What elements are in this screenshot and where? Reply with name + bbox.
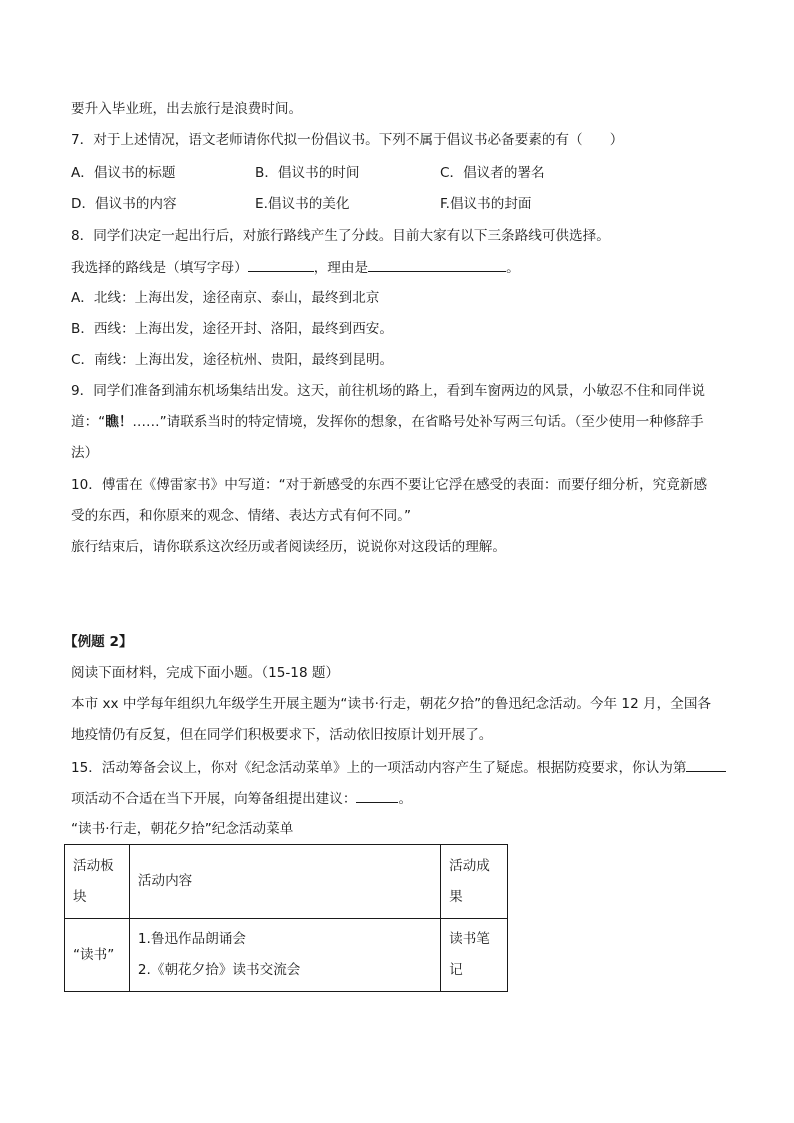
question-7: 7．对于上述情况，语文老师请你代拟一份倡议书。下列不属于倡议书必备要素的有（ ） [71,132,624,148]
result-line-1: 读书笔 [449,931,490,947]
question-9-quote-open: 道：“ [71,414,106,430]
table-row [65,919,508,992]
content-item-2: 2.《朝花夕拾》读书交流会 [137,962,301,978]
question-9-line-3: 法） [71,445,99,461]
question-10-line-2: 受的东西，和你原来的观念、情绪、表达方式有何不同。” [71,508,412,524]
result-line-2: 记 [449,962,463,978]
question-9-exclamation: 瞧！ [105,414,133,430]
question-8: 8．同学们决定一起出行后，对旅行路线产生了分歧。目前大家有以下三条路线可供选择。 [71,228,610,244]
question-8-prompt: 我选择的路线是（填写字母） [71,260,248,276]
route-option-a: A．北线：上海出发，途径南京、泰山，最终到北京 [71,290,380,306]
answer-blank-route[interactable] [248,257,314,272]
question-8-answer-line [71,257,520,278]
question-8-reason-label: ，理由是 [313,260,369,276]
question-9-instructions: ……”请联系当时的特定情境，发挥你的想象，在省略号处补写两三句话。（至少使用一种修辞手 [132,414,704,430]
example-2-paragraph-line-2: 地疫情仍有反复，但在同学们积极要求下，活动依旧按原计划开展了。 [71,727,493,743]
table-header-row [65,845,508,919]
question-15-end: 。 [398,791,413,807]
question-15-text: 15．活动筹备会议上，你对《纪念活动菜单》上的一项活动内容产生了疑虑。根据防疫要求，你认为第 [71,760,687,776]
header-section-line-2: 块 [73,888,87,905]
answer-blank-reason[interactable] [368,257,506,272]
paragraph-line: 要升入毕业班，出去旅行是浪费时间。 [71,101,303,117]
row-cell-result [441,919,508,992]
option-7c: C．倡议者的署名 [440,165,545,181]
content-item-1: 1.鲁迅作品朗诵会 [137,931,247,947]
row-cell-content [129,919,440,992]
row-cell-section: “读书” [65,919,130,992]
option-7b: B．倡议书的时间 [255,165,360,181]
example-2-paragraph-line-1: 本市 xx 中学每年组织九年级学生开展主题为“读书·行走，朝花夕拾”的鲁迅纪念活动。今年 12 月，全国各 [71,696,712,712]
question-9-line-1: 9．同学们准备到浦东机场集结出发。这天，前往机场的路上，看到车窗两边的风景，小敏忍不住和同伴说 [71,383,705,399]
question-10-line-3: 旅行结束后，请你联系这次经历或者阅读经历，说说你对这段话的理解。 [71,539,506,555]
table-title: “读书·行走，朝花夕拾”纪念活动菜单 [71,821,294,837]
header-cell-section [65,845,130,919]
example-2-intro: 阅读下面材料，完成下面小题。（15-18 题） [71,665,340,681]
question-15-line-1 [71,757,726,778]
option-7d: D．倡议书的内容 [71,196,177,212]
activity-menu-table [64,844,508,992]
option-7f: F.倡议书的封面 [440,196,532,212]
question-15-text-2: 项活动不合适在当下开展，向筹备组提出建议： [71,791,357,807]
answer-blank-suggestion[interactable] [356,788,398,803]
header-section-line-1: 活动板 [73,857,114,874]
question-15-line-2 [71,788,412,809]
option-7a: A．倡议书的标题 [71,165,176,181]
route-option-c: C．南线：上海出发，途径杭州、贵阳，最终到昆明。 [71,352,394,368]
question-9-line-2 [71,412,704,432]
route-option-b: B．西线：上海出发，途径开封、洛阳，最终到西安。 [71,321,393,337]
header-result-line-2: 果 [449,888,463,905]
question-10-line-1: 10．傅雷在《傅雷家书》中写道：“对于新感受的东西不要让它浮在感受的表面：而要仔细分析，究竟新感 [71,477,708,493]
question-8-end: 。 [506,260,520,276]
header-cell-result [441,845,508,919]
example-2-heading: 【例题 2】 [64,634,133,650]
option-7e: E.倡议书的美化 [255,196,350,212]
header-cell-content: 活动内容 [129,845,440,919]
header-result-line-1: 活动成 [449,857,490,874]
answer-blank-item-number[interactable] [686,757,726,772]
